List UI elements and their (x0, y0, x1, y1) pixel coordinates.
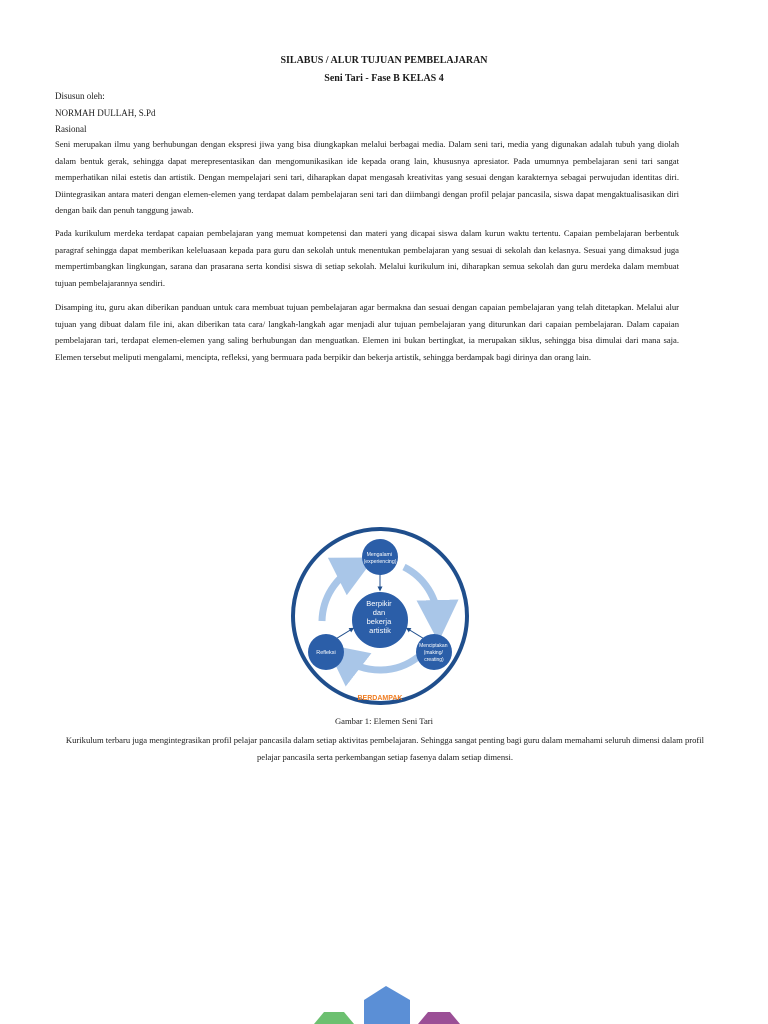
node-reflection-label: Refleksi (316, 650, 336, 656)
impact-label: BERDAMPAK (357, 695, 403, 702)
profile-diagram-partial (300, 976, 480, 1024)
prepared-by-label: Disusun oleh: (55, 91, 105, 101)
author-name: NORMAH DULLAH, S.Pd (55, 108, 156, 118)
figure-caption: Gambar 1: Elemen Seni Tari (334, 716, 434, 726)
hexagon-purple (418, 1012, 460, 1024)
cycle-arrow-top-left (322, 567, 356, 621)
hexagon-blue (364, 986, 410, 1024)
cycle-arrow-bottom (342, 657, 418, 670)
center-node-label: Berpikir dan bekerja artistik (366, 599, 392, 635)
paragraph-1: Seni merupakan ilmu yang berhubungan dengan ekspresi jiwa yang bisa diungkapkan melalui berbagai media. Dalam seni tari, media yang digunakan adalah tubuh yang diolah dalam bentuk gerak, sehingga dapat merepresentasikan dan mengomunikasikan ide kepada orang lain, khususnya apresiator. Pada umumnya pembelajaran seni tari sangat memperhatikan nilai estetis dan artistik. Dengan mempelajari seni tari, diharapkan dapat mengasah kreativitas yang sesuai dengan karakternya sebagai perwujudan identitas diri. Diintegrasikan antara materi dengan elemen-elemen yang terdapat dalam pembelajaran seni tari dan diimbangi dengan profil pelajar pancasila, siswa dapat mengaktualisasikan diri dengan baik dan penuh tanggung jawab. (55, 139, 679, 216)
document-subtitle: Seni Tari - Fase B KELAS 4 (324, 73, 444, 84)
node-creating-label: Menciptakan (making/ creating) (419, 643, 448, 663)
closing-paragraph: Kurikulum terbaru juga mengintegrasikan profil pelajar pancasila dalam setiap aktivitas pembelajaran. Sehingga sangat penting bagi guru dalam memahami seluruh dimensi dalam profil pelajar pancasila serta perkembangan setiap fasenya dalam setiap dimensi. (65, 735, 705, 762)
paragraph-3: Disamping itu, guru akan diberikan panduan untuk cara membuat tujuan pembelajaran agar bermakna dan sesuai dengan capaian pembelajaran yang telah ditetapkan. Melalui alur tujuan yang dibuat dalam file ini, akan diberikan tata cara/ langkah-langkah agar menjadi alur tujuan pembelajaran yang diturunkan dari capaian pembelajaran. Dalam capaian pembelajaran tari, terdapat elemen-elemen yang saling berhubungan dan menguatkan. Elemen ini bukan bertingkat, ia merupakan siklus, sehingga bisa dimulai dari mana saja. Elemen tersebut meliputi mengalami, mencipta, refleksi, yang bermuara pada berpikir dan bekerja artistik, sehingga berdampak bagi dirinya dan orang lain. (55, 302, 679, 362)
document-title: SILABUS / ALUR TUJUAN PEMBELAJARAN (280, 55, 488, 66)
art-elements-diagram (290, 525, 470, 710)
paragraph-2: Pada kurikulum merdeka terdapat capaian pembelajaran yang memuat kompetensi dan materi yang dicapai siswa dalam kurun waktu tertentu. Capaian pembelajaran berbentuk paragraf sehingga dapat memberikan keleluasaan kepada para guru dan sekolah untuk menentukan pembelajaran yang sesuai di sekolah dan kelasnya. Sesuai yang dimaksud juga mempertimbangkan lingkungan, sarana dan prasarana serta kondisi siswa di setiap sekolah. Melalui kurikulum ini, diharapkan semua sekolah dan guru merdeka dalam membuat tujuan pembelajarannya sendiri. (55, 228, 679, 288)
node-experiencing-label: Mengalami (experiencing) (363, 552, 397, 565)
section-heading: Rasional (55, 124, 87, 134)
cycle-arrow-top-right (404, 567, 438, 621)
hexagon-green (314, 1012, 354, 1024)
